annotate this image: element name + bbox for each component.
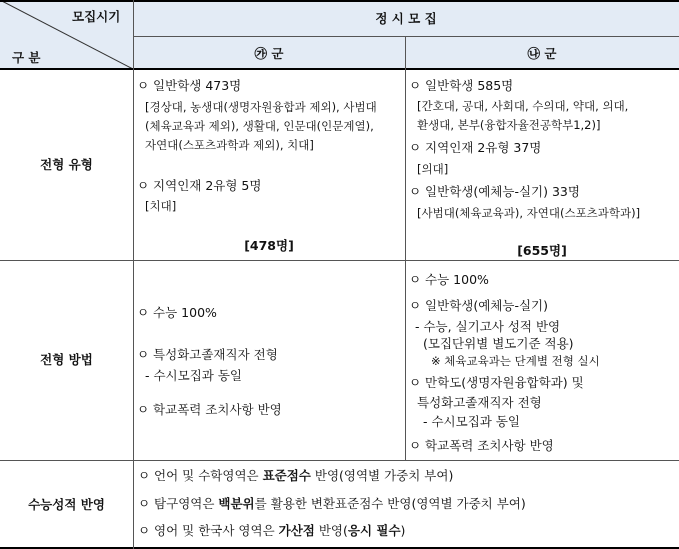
na-type-line: 환생대, 본부(융합자율전공학부1,2)] xyxy=(417,118,601,132)
csat-item-3-post2: ) xyxy=(400,523,406,538)
csat-item-2-pre: ㅇ 탐구영역은 xyxy=(138,496,219,511)
na-method-line: ※ 체육교육과는 단계별 전형 실시 xyxy=(431,354,600,368)
na-type-line: [의대] xyxy=(417,162,449,176)
csat-item-3-bold2: 응시 필수 xyxy=(347,523,401,538)
category-label: 구 분 xyxy=(12,50,41,65)
na-method-line: ㅇ 일반학생(예체능-실기) xyxy=(409,298,548,313)
na-type-total: [655명] xyxy=(517,243,567,258)
csat-item-3 xyxy=(138,523,405,539)
row-label-type: 전형 유형 xyxy=(40,157,93,172)
ga-method-line: - 수시모집과 동일 xyxy=(145,368,242,383)
csat-item-3-pre: ㅇ 영어 및 한국사 영역은 xyxy=(138,523,279,538)
regular-admission-title: 정 시 모 집 xyxy=(375,11,437,26)
na-method-line: - 수능, 실기고사 성적 반영 xyxy=(415,319,561,334)
recruit-period-label: 모집시기 xyxy=(72,9,121,24)
csat-item-1-post: 반영(영역별 가중치 부여) xyxy=(310,468,454,483)
na-method-line: ㅇ 만학도(생명자원융합학과) 및 xyxy=(409,375,584,390)
na-method-line: 특성화고졸재직자 전형 xyxy=(417,395,542,410)
ga-method-line: ㅇ 학교폭력 조치사항 반영 xyxy=(137,402,282,417)
row-label-csat: 수능성적 반영 xyxy=(28,497,105,512)
group-ga-header: ㉮ 군 xyxy=(254,46,284,61)
csat-item-3-bold: 가산점 xyxy=(278,523,315,538)
ga-type-line: ㅇ 일반학생 473명 xyxy=(137,78,242,93)
na-method-line: - 수시모집과 동일 xyxy=(423,414,520,429)
ga-method-line: ㅇ 수능 100% xyxy=(137,305,217,320)
csat-item-2-post: 를 활용한 변환표준점수 반영(영역별 가중치 부여) xyxy=(254,496,526,511)
na-type-line: ㅇ 일반학생 585명 xyxy=(409,78,514,93)
na-method-line: (모집단위별 별도기준 적용) xyxy=(423,336,574,351)
na-type-line: ㅇ 일반학생(예체능-실기) 33명 xyxy=(409,184,580,199)
group-na-header: ㉯ 군 xyxy=(527,46,557,61)
csat-item-1 xyxy=(138,468,453,484)
ga-type-line: [치대] xyxy=(145,199,177,213)
ga-type-line: (체육교육과 제외), 생활대, 인문대(인문계열), xyxy=(145,119,374,133)
ga-type-line: 자연대(스포츠과학과 제외), 치대] xyxy=(145,138,314,152)
row-label-method: 전형 방법 xyxy=(40,352,93,367)
na-type-line: [사범대(체육교육과), 자연대(스포츠과학과)] xyxy=(417,206,641,220)
csat-item-3-post: 반영( xyxy=(314,523,348,538)
ga-type-line: ㅇ 지역인재 2유형 5명 xyxy=(137,178,262,193)
ga-type-total: [478명] xyxy=(244,238,294,253)
na-type-line: ㅇ 지역인재 2유형 37명 xyxy=(409,140,542,155)
ga-type-line: [경상대, 농생대(생명자원융합과 제외), 사범대 xyxy=(145,100,377,114)
csat-item-1-pre: ㅇ 언어 및 수학영역은 xyxy=(138,468,263,483)
na-type-line: [간호대, 공대, 사회대, 수의대, 약대, 의대, xyxy=(417,99,629,113)
csat-item-2 xyxy=(138,496,526,512)
na-method-line: ㅇ 수능 100% xyxy=(409,272,489,287)
ga-method-line: ㅇ 특성화고졸재직자 전형 xyxy=(137,347,278,362)
csat-item-2-bold: 백분위 xyxy=(218,496,255,511)
na-method-line: ㅇ 학교폭력 조치사항 반영 xyxy=(409,438,554,453)
csat-item-1-bold: 표준점수 xyxy=(262,468,311,483)
